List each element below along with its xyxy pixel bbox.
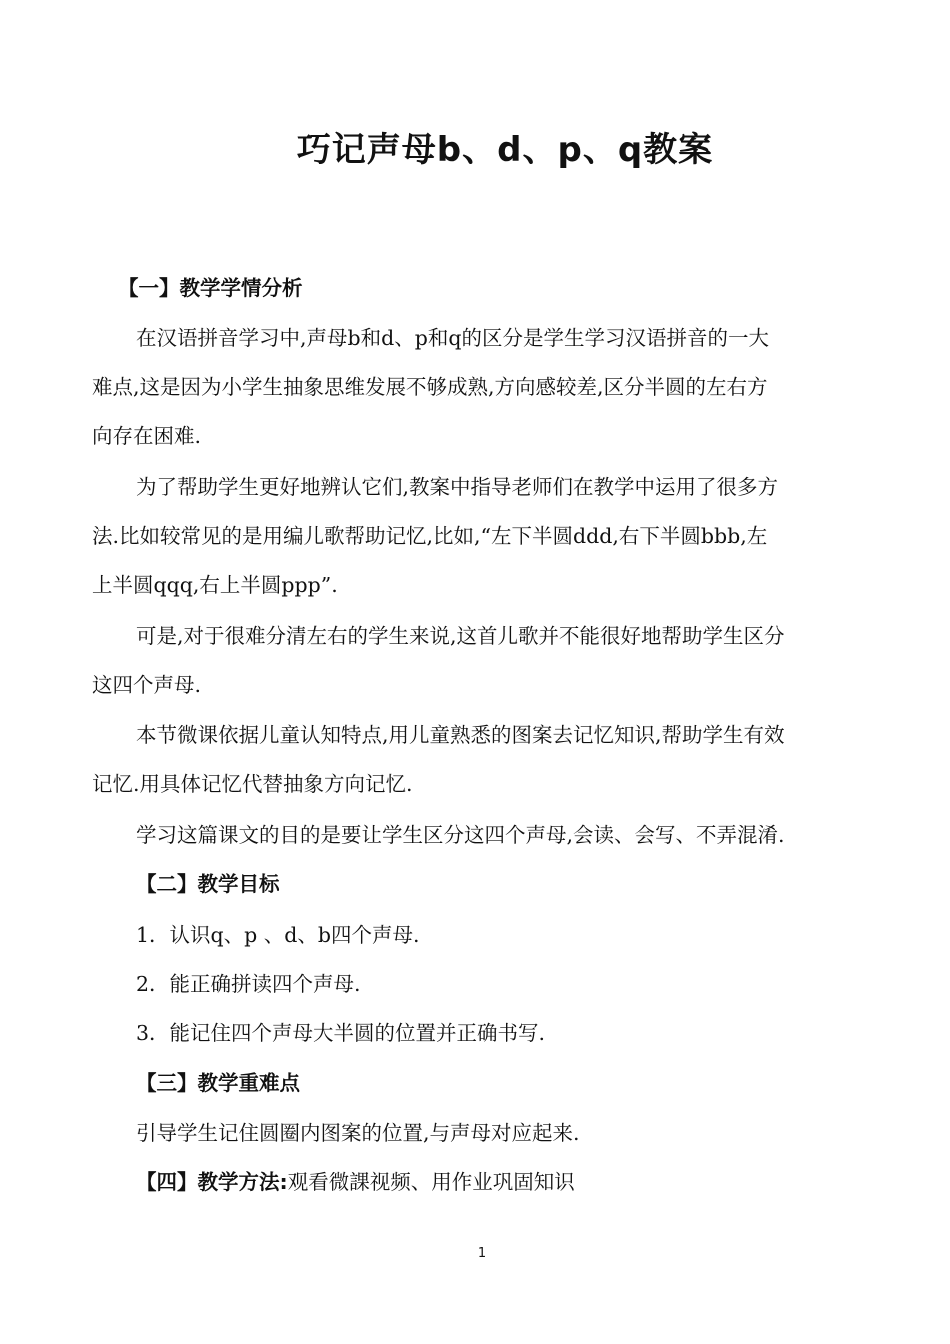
paragraph-line: 为了帮助学生更好地辨认它们,教案中指导老师们在教学中运用了很多方: [136, 475, 779, 499]
list-item: 1．认识q、p 、d、b四个声母.: [136, 923, 420, 947]
section-heading-goals: 【二】教学目标: [136, 872, 280, 896]
section-heading-methods: [136, 1167, 906, 1197]
document-title: 巧记声母b、d、p、q教案: [296, 130, 714, 170]
list-item: 3．能记住四个声母大半圆的位置并正确书写.: [136, 1021, 546, 1045]
paragraph-line: 可是,对于很难分清左右的学生来说,这首儿歌并不能很好地帮助学生区分: [136, 624, 785, 648]
paragraph-line: 本节微课依据儿童认知特点,用儿童熟悉的图案去记忆知识,帮助学生有效: [136, 723, 785, 747]
paragraph-line: 难点,这是因为小学生抽象思维发展不够成熟,方向感较差,区分半圆的左右方: [92, 375, 768, 399]
section-heading-methods-label: 【四】教学方法:: [136, 1170, 288, 1194]
paragraph-line: 这四个声母.: [92, 673, 202, 697]
page-number: 1: [477, 1246, 487, 1261]
paragraph-line: 记忆.用具体记忆代替抽象方向记忆.: [92, 772, 413, 796]
paragraph-line: 向存在困难.: [92, 424, 202, 448]
paragraph-line: 引导学生记住圆圈内图案的位置,与声母对应起来.: [136, 1121, 580, 1145]
paragraph-line: 学习这篇课文的目的是要让学生区分这四个声母,会读、会写、不弄混淆.: [136, 823, 785, 847]
section-heading-key-points: 【三】教学重难点: [136, 1071, 300, 1095]
paragraph-line: 上半圆qqq,右上半圆ppp”.: [92, 573, 338, 597]
list-item: 2．能正确拼读四个声母.: [136, 972, 361, 996]
paragraph-line: 法.比如较常见的是用编儿歌帮助记忆,比如,“左下半圆ddd,右下半圆bbb,左: [92, 524, 768, 548]
paragraph-line: 在汉语拼音学习中,声母b和d、p和q的区分是学生学习汉语拼音的一大: [136, 326, 770, 350]
section-methods-text: 观看微課视频、用作业巩固知识: [287, 1170, 575, 1194]
section-heading-analysis: 【一】教学学情分析: [118, 276, 303, 300]
